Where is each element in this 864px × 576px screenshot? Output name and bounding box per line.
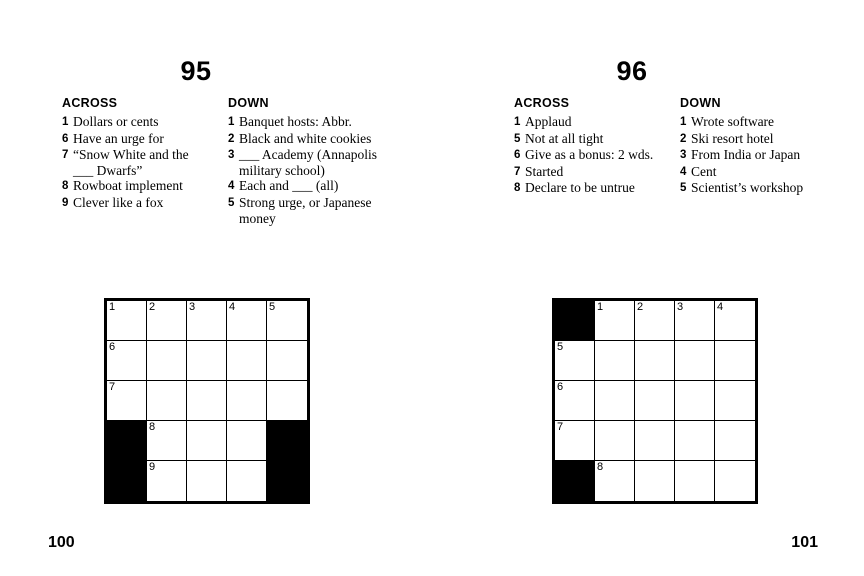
clue-text: Banquet hosts: Abbr.: [239, 114, 352, 129]
grid-cell[interactable]: [147, 421, 187, 461]
clue-number: 7: [62, 149, 69, 162]
clue-item: [514, 131, 662, 148]
grid-cell[interactable]: [187, 421, 227, 461]
grid-cell[interactable]: [107, 381, 147, 421]
across-heading-left: ACROSS: [62, 96, 118, 110]
clue-text: Declare to be untrue: [525, 180, 635, 196]
grid-cell[interactable]: [147, 301, 187, 341]
grid-cell[interactable]: [635, 381, 675, 421]
clue-item: [680, 180, 832, 197]
grid-cell[interactable]: [187, 341, 227, 381]
clue-number: 6: [62, 132, 69, 145]
clue-number: 3: [680, 149, 687, 162]
down-clue-list-left: [228, 114, 380, 226]
clue-text: Have an urge for: [73, 130, 164, 146]
clue-number: 9: [62, 196, 69, 209]
clue-number: 1: [514, 116, 521, 128]
across-clue-list-left: [62, 114, 210, 212]
grid-cell[interactable]: [107, 341, 147, 381]
grid-cell-number: 2: [637, 301, 644, 313]
clue-number: 5: [514, 132, 521, 145]
crossword-grid-right[interactable]: [552, 298, 758, 504]
grid-cell[interactable]: [595, 461, 635, 501]
clues-left: [62, 96, 380, 226]
crossword-grid-left[interactable]: [104, 298, 310, 504]
grid-cell-block: [267, 421, 307, 461]
grid-cell[interactable]: [635, 341, 675, 381]
folio-right: 101: [791, 534, 818, 551]
grid-cell[interactable]: [187, 381, 227, 421]
clue-item: [514, 180, 662, 197]
grid-cell[interactable]: [227, 461, 267, 501]
clue-number: 7: [514, 165, 521, 178]
clue-item: [680, 131, 832, 148]
clue-number: 1: [680, 116, 687, 128]
grid-cell[interactable]: [227, 421, 267, 461]
grid-cell-number: 3: [189, 301, 196, 313]
across-column-left: [62, 96, 210, 226]
clue-item: [62, 147, 210, 178]
clue-number: 8: [62, 180, 69, 193]
clue-number: 1: [62, 116, 69, 128]
grid-cell[interactable]: [595, 381, 635, 421]
grid-cell[interactable]: [715, 301, 755, 341]
grid-cell[interactable]: [635, 461, 675, 501]
clue-number: 2: [228, 132, 235, 145]
clue-item: [62, 178, 210, 195]
clue-text: Not at all tight: [525, 130, 604, 146]
clue-number: 5: [680, 182, 687, 195]
puzzle-number-left: 95: [180, 56, 212, 86]
puzzle-number-right: 96: [616, 56, 648, 86]
grid-cell-block: [555, 461, 595, 501]
grid-cell[interactable]: [555, 341, 595, 381]
across-clue-list-right: [514, 114, 662, 197]
down-column-right: [680, 96, 832, 197]
across-heading-right: ACROSS: [514, 96, 570, 110]
clue-text: From India or Japan: [691, 147, 801, 163]
clue-item: [228, 131, 380, 148]
clue-text: Scientist’s workshop: [691, 180, 804, 196]
clue-item: [228, 114, 380, 131]
clue-text: Clever like a fox: [73, 194, 164, 210]
clue-text: “Snow White and the ___ Dwarfs”: [73, 147, 189, 178]
grid-cell[interactable]: [675, 381, 715, 421]
grid-cell-number: 7: [109, 381, 116, 393]
grid-cell-number: 7: [557, 421, 564, 433]
grid-cell[interactable]: [267, 341, 307, 381]
grid-cell-block: [107, 421, 147, 461]
grid-cell-number: 8: [149, 421, 156, 433]
grid-cell[interactable]: [147, 341, 187, 381]
clue-item: [228, 178, 380, 195]
page-right: [432, 0, 864, 576]
grid-cell[interactable]: [267, 301, 307, 341]
grid-cell[interactable]: [715, 381, 755, 421]
grid-cell-block: [267, 461, 307, 501]
grid-cell[interactable]: [227, 381, 267, 421]
crossword-grid-right-wrap: [552, 298, 758, 504]
clue-number: 8: [514, 182, 521, 195]
grid-cell[interactable]: [675, 301, 715, 341]
grid-cell[interactable]: [595, 421, 635, 461]
grid-cell-number: 8: [597, 461, 604, 473]
down-clue-list-right: [680, 114, 832, 197]
clue-number: 5: [228, 196, 235, 209]
grid-cell-number: 9: [149, 461, 156, 473]
clue-text: Applaud: [525, 114, 572, 129]
down-heading-right: DOWN: [680, 96, 721, 110]
clues-right: [514, 96, 832, 197]
clue-number: 6: [514, 149, 521, 162]
grid-cell[interactable]: [187, 301, 227, 341]
grid-cell[interactable]: [147, 381, 187, 421]
clue-text: Give as a bonus: 2 wds.: [525, 147, 654, 163]
grid-cell-number: 5: [269, 301, 276, 313]
clue-text: Black and white cookies: [239, 130, 372, 146]
grid-cell[interactable]: [227, 301, 267, 341]
grid-cell[interactable]: [147, 461, 187, 501]
grid-cell-number: 3: [677, 301, 684, 313]
grid-cell-number: 2: [149, 301, 156, 313]
clue-item: [680, 114, 832, 131]
grid-cell-block: [555, 301, 595, 341]
clue-text: Each and ___ (all): [239, 178, 339, 194]
clue-text: Dollars or cents: [73, 114, 159, 129]
down-column-left: [228, 96, 380, 226]
grid-cell[interactable]: [595, 341, 635, 381]
grid-cell[interactable]: [555, 421, 595, 461]
grid-cell-number: 5: [557, 341, 564, 353]
clue-item: [680, 164, 832, 181]
clue-text: Rowboat implement: [73, 178, 183, 194]
clue-number: 4: [228, 180, 235, 193]
clue-number: 3: [228, 149, 235, 162]
grid-cell[interactable]: [227, 341, 267, 381]
clue-item: [62, 114, 210, 131]
grid-cell-block: [107, 461, 147, 501]
clue-item: [514, 114, 662, 131]
grid-cell[interactable]: [555, 381, 595, 421]
down-heading-left: DOWN: [228, 96, 269, 110]
grid-cell[interactable]: [595, 301, 635, 341]
grid-cell-number: 4: [717, 301, 724, 313]
clue-text: Strong urge, or Japanese money: [239, 194, 372, 226]
clue-item: [62, 195, 210, 212]
folio-left: 100: [48, 534, 75, 551]
clue-text: Cent: [691, 163, 717, 179]
clue-item: [514, 164, 662, 181]
clue-number: 2: [680, 132, 687, 145]
clue-item: [62, 131, 210, 148]
grid-cell[interactable]: [187, 461, 227, 501]
clue-text: Started: [525, 163, 564, 179]
grid-cell-number: 1: [109, 301, 116, 313]
clue-text: Ski resort hotel: [691, 130, 774, 146]
grid-cell[interactable]: [715, 341, 755, 381]
grid-cell[interactable]: [675, 341, 715, 381]
grid-cell-number: 4: [229, 301, 236, 313]
grid-cell[interactable]: [715, 461, 755, 501]
grid-cell-number: 1: [597, 301, 604, 313]
clue-item: [680, 147, 832, 164]
clue-text: Wrote software: [691, 114, 775, 129]
clue-item: [228, 195, 380, 226]
grid-cell[interactable]: [107, 301, 147, 341]
grid-cell[interactable]: [675, 461, 715, 501]
grid-cell[interactable]: [635, 301, 675, 341]
clue-text: ___ Academy (Annapolis military school): [239, 147, 377, 178]
clue-item: [514, 147, 662, 164]
grid-cell-number: 6: [557, 381, 564, 393]
grid-cell[interactable]: [267, 381, 307, 421]
grid-cell[interactable]: [675, 421, 715, 461]
across-column-right: [514, 96, 662, 197]
grid-cell[interactable]: [715, 421, 755, 461]
grid-cell-number: 6: [109, 341, 116, 353]
clue-number: 4: [680, 165, 687, 178]
crossword-grid-left-wrap: [104, 298, 310, 504]
clue-item: [228, 147, 380, 178]
grid-cell[interactable]: [635, 421, 675, 461]
clue-number: 1: [228, 116, 235, 128]
